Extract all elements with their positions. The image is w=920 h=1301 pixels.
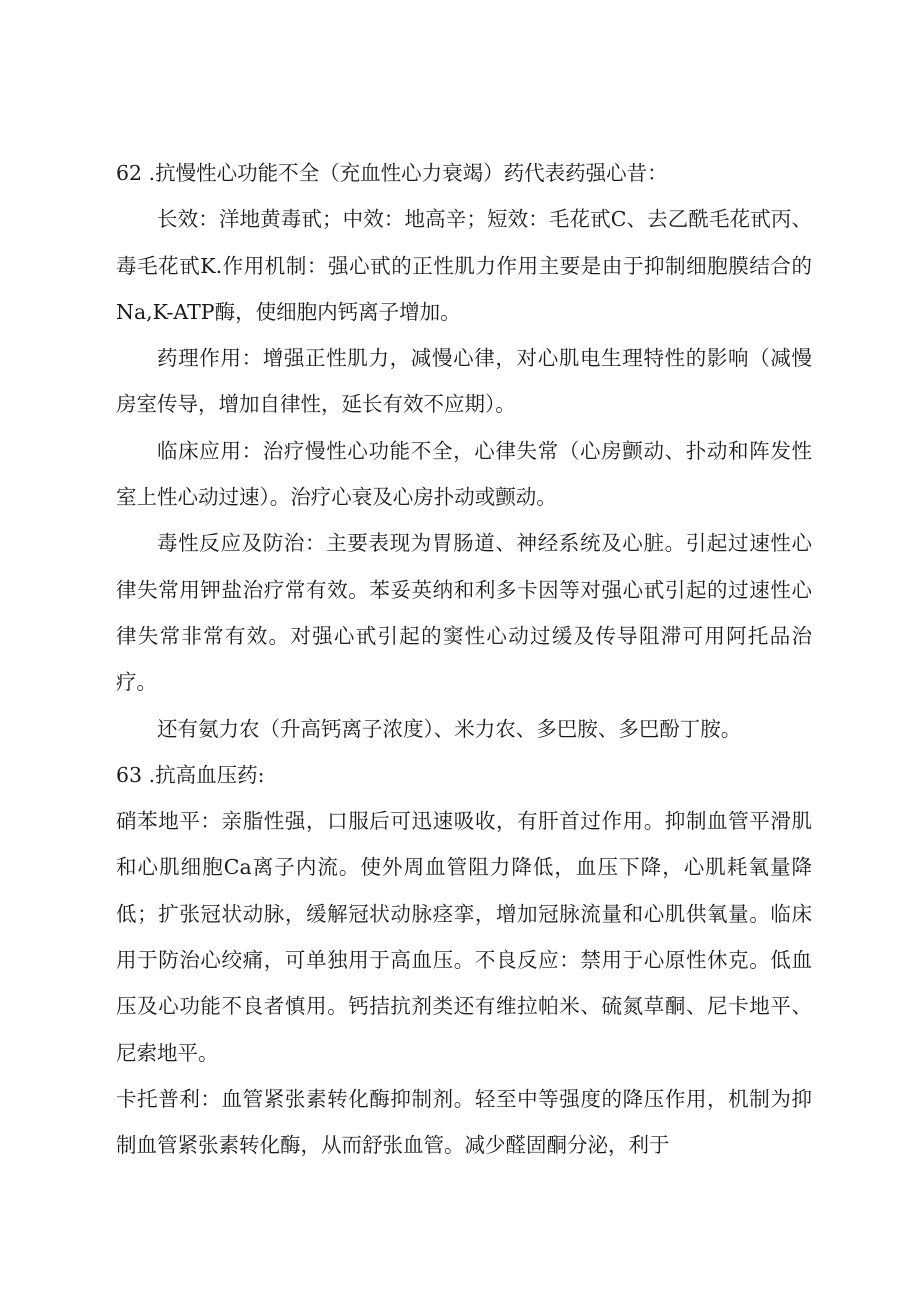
paragraph-pharmacology: 药理作用：增强正性肌力，减慢心律，对心肌电生理特性的影响（减慢房室传导，增加自律性，延长有效不应期）。 [116,346,812,417]
paragraph-other-drugs: 还有氨力农（升高钙离子浓度）、米力农、多巴胺、多巴酚丁胺。 [157,716,742,741]
paragraph-captopril: 卡托普利：血管紧张素转化酶抑制剂。轻至中等强度的降压作用，机制为抑制血管紧张素转化酶，从而舒张血管。减少醛固酮分泌，利于 [116,1086,812,1158]
section-heading-62: 62 .抗慢性心功能不全（充血性心力衰竭）药代表药强心昔： [116,161,668,185]
paragraph-nifedipine: 硝苯地平：亲脂性强，口服后可迅速吸收，有肝首过作用。抑制血管平滑肌和心肌细胞Ca离子内流。使外周血管阻力降低，血压下降，心肌耗氧量降低；扩张冠状动脉，缓解冠状动脉痉挛，增加冠脉流量和心肌供氧量。临床用于防治心绞痛，可单独用于高血压。不良反应：禁用于心原性休克。低血压及心功能不良者慎用。钙拮抗剂类还有维拉帕米、硫氮草酮、尼卡地平、尼索地平。 [116,809,812,1065]
document-body [116,150,812,1169]
section-heading-63: 63 .抗高血压药: [116,762,265,787]
paragraph-toxicity: 毒性反应及防治：主要表现为胃肠道、神经系统及心脏。引起过速性心律失常用钾盐治疗常有效。苯妥英纳和利多卡因等对强心甙引起的过速性心律失常非常有效。对强心甙引起的窦性心动过缓及传导阻滞可用阿托品治疗。 [116,531,812,695]
paragraph-clinical-use: 临床应用：治疗慢性心功能不全，心律失常（心房颤动、扑动和阵发性室上性心动过速）。治疗心衰及心房扑动或颤动。 [116,438,812,510]
paragraph-cardiac-glycoside-types: 长效：洋地黄毒甙；中效：地高辛；短效：毛花甙C、去乙酰毛花甙丙、毒毛花甙K.作用机制：强心甙的正性肌力作用主要是由于抑制细胞膜结合的Na,K-ATP酶，使细胞内钙离子增加。 [116,207,812,324]
